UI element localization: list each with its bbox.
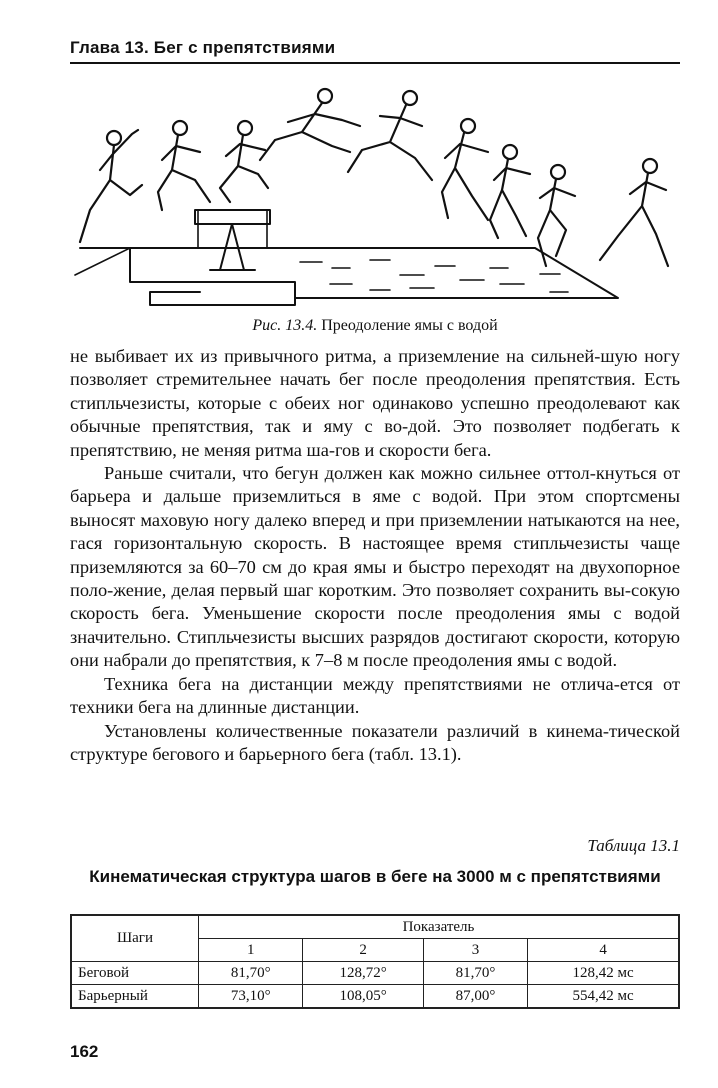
runner-figure-5: [348, 91, 432, 180]
row-name: Барьерный: [71, 985, 199, 1009]
runner-figure-9: [600, 159, 668, 266]
figure-caption: [70, 317, 680, 335]
indicator-number: 3: [423, 939, 527, 962]
table-row: [71, 962, 679, 985]
runner-figure-8: [538, 165, 575, 266]
runner-figure-1: [80, 130, 142, 242]
paragraph: не выбивает их из привычного ритма, а приземление на сильней-шую ногу позволяет стремительнее начать бег после преодоления препятствия. Есть стипльчезисты, которые с обеих ног одинаково успешно преодолевают как обычные препятствия, так и яму с во-дой. Это позволяет подбегать к препятствию, не меняя ритма ша-гов и скорости бега.: [70, 346, 680, 460]
table-cell: 87,00°: [423, 985, 527, 1009]
runner-figure-2: [158, 121, 210, 210]
paragraph: Раньше считали, что бегун должен как можно сильнее оттол-кнуться от барьера и дальше приземлиться в яме с водой. При этом спортсмены выносят маховую ногу далеко вперед и при приземлении натыкаются на нее, гася горизонтальную скорость. В настоящее время стипльчезисты чаще приземляются за 60–70 см до края ямы и быстро переходят на двухопорное поло-жение, делая первый шаг коротким. Это позволяет сохранить вы-сокую скорость бега. Уменьшение скорости после преодоления ямы с водой значительно. Стипльчезисты высших разрядов достигают скорости, которую они набрали до препятствия, к 7–8 м после преодоления ямы с водой.: [70, 463, 680, 671]
table-cell: 128,72°: [303, 962, 423, 985]
paragraph: Техника бега на дистанции между препятствиями не отлича-ется от техники бега на длинные дистанции.: [70, 673, 680, 718]
runner-figure-7: [490, 145, 530, 238]
table-row: [71, 985, 679, 1009]
water-pit: [80, 248, 618, 298]
header-indicator: Показатель: [199, 915, 680, 939]
runner-figure-4: [260, 89, 360, 160]
table-cell: 81,70°: [199, 962, 303, 985]
header-steps: Шаги: [71, 915, 199, 962]
header-rule: [70, 62, 680, 64]
table-label: Таблица 13.1: [587, 836, 680, 855]
chapter-header: Глава 13. Бег с препятствиями: [70, 38, 336, 57]
indicator-number: 1: [199, 939, 303, 962]
indicator-number: 4: [528, 939, 679, 962]
table-cell: 128,42 мс: [528, 962, 679, 985]
figure-label: Рис. 13.4.: [252, 317, 318, 334]
table-header-row: [71, 915, 679, 939]
table-cell: 73,10°: [199, 985, 303, 1009]
runner-figure-6: [442, 119, 488, 220]
figure-caption-text: Преодоление ямы с водой: [321, 317, 498, 334]
table-cell: 554,42 мс: [528, 985, 679, 1009]
table-cell: 108,05°: [303, 985, 423, 1009]
paragraph: Установлены количественные показатели различий в кинема-тической структуре бегового и барьерного бега (табл. 13.1).: [70, 720, 680, 764]
table-cell: 81,70°: [423, 962, 527, 985]
kinematics-table: [70, 914, 680, 1009]
runner-figure-3: [220, 121, 268, 202]
row-name: Беговой: [71, 962, 199, 985]
body-text: [70, 345, 680, 766]
page-number: 162: [70, 1042, 99, 1061]
indicator-number: 2: [303, 939, 423, 962]
table-title: Кинематическая структура шагов в беге на 3000 м с препятствиями: [89, 867, 661, 886]
water-jump-illustration: [70, 70, 680, 315]
barrier-beam: [195, 210, 270, 224]
